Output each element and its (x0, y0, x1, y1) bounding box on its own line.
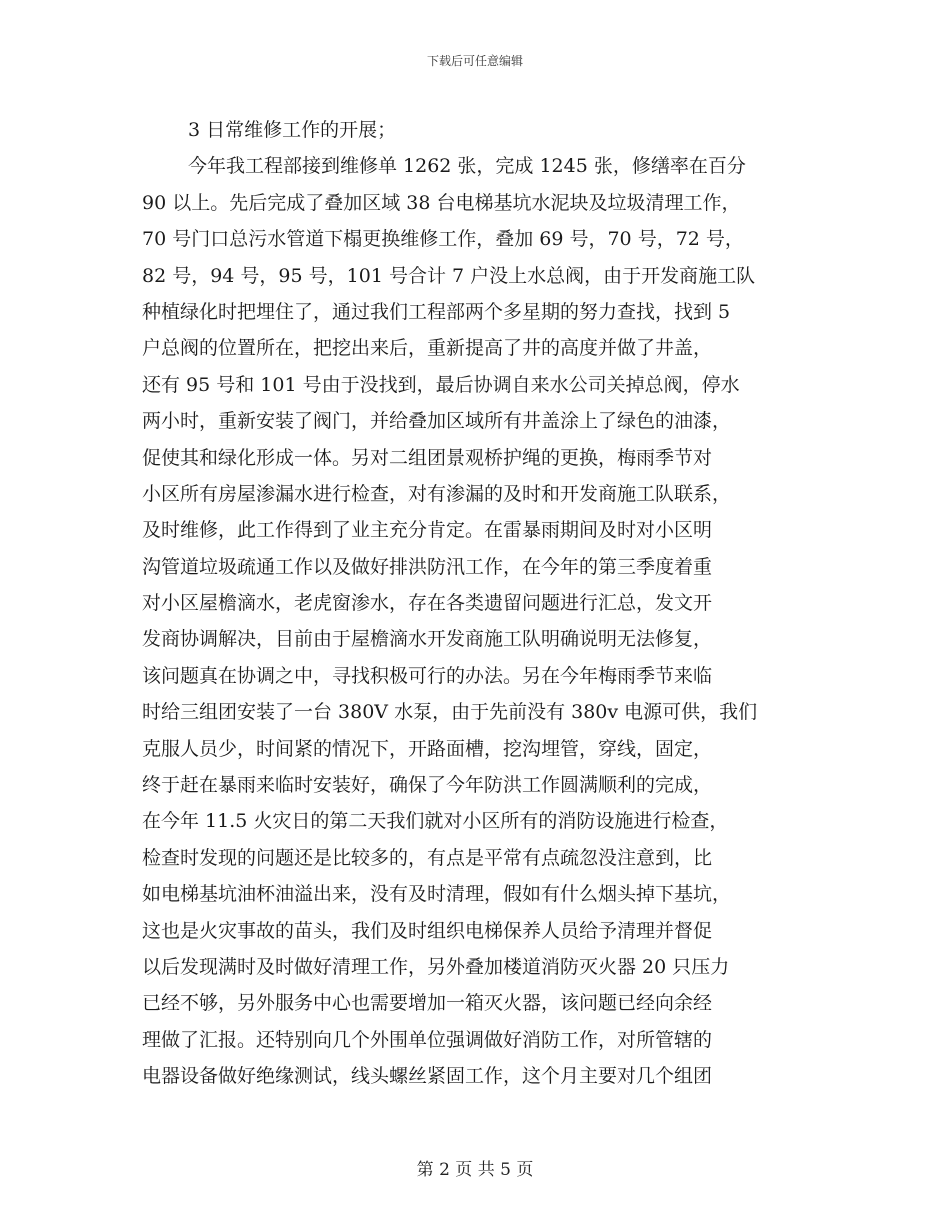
paragraph-line: 82 号，94 号，95 号，101 号合计 7 户没上水总阀，由于开发商施工队 (142, 264, 756, 287)
paragraph-line: 以后发现满时及时做好清理工作，另外叠加楼道消防灭火器 20 只压力 (142, 955, 730, 978)
paragraph-line: 该问题真在协调之中，寻找积极可行的办法。另在今年梅雨季节来临 (142, 664, 713, 687)
page-number-footer: 第 2 页 共 5 页 (416, 1160, 534, 1180)
paragraph-line: 还有 95 号和 101 号由于没找到，最后协调自来水公司关掉总阀，停水 (142, 373, 740, 396)
paragraph-line: 70 号门口总污水管道下榻更换维修工作，叠加 69 号，70 号，72 号， (142, 228, 744, 251)
paragraph-line: 检查时发现的问题还是比较多的，有点是平常有点疏忽没注意到，比 (142, 846, 713, 869)
paragraph-line: 90 以上。先后完成了叠加区域 38 台电梯基坑水泥块及垃圾清理工作， (142, 191, 741, 214)
paragraph-line: 促使其和绿化形成一体。另对二组团景观桥护绳的更换，梅雨季节对 (142, 446, 713, 469)
paragraph-line: 终于赶在暴雨来临时安装好，确保了今年防洪工作圆满顺利的完成， (142, 774, 713, 797)
paragraph-line: 户总阀的位置所在，把挖出来后，重新提高了井的高度并做了井盖， (142, 337, 713, 360)
paragraph-line: 克服人员少，时间紧的情况下，开路面槽，挖沟埋管，穿线，固定， (142, 737, 713, 760)
paragraph-line: 如电梯基坑油杯油溢出来，没有及时清理，假如有什么烟头掉下基坑， (142, 883, 732, 906)
paragraph-line: 在今年 11.5 火灾日的第二天我们就对小区所有的消防设施进行检查， (142, 810, 729, 833)
paragraph-line: 发商协调解决，目前由于屋檐滴水开发商施工队明确说明无法修复， (142, 628, 713, 651)
paragraph-line: 这也是火灾事故的苗头，我们及时组织电梯保养人员给予清理并督促 (142, 919, 713, 942)
paragraph-line: 对小区屋檐滴水，老虎窗渗水，存在各类遗留问题进行汇总，发文开 (142, 592, 713, 615)
paragraph-line: 小区所有房屋渗漏水进行检查，对有渗漏的及时和开发商施工队联系， (142, 482, 732, 505)
paragraph-line: 及时维修，此工作得到了业主充分肯定。在雷暴雨期间及时对小区明 (142, 519, 713, 542)
document-body (142, 112, 822, 1095)
paragraph-line: 理做了汇报。还特别向几个外围单位强调做好消防工作，对所管辖的 (142, 1028, 713, 1051)
paragraph-line: 已经不够，另外服务中心也需要增加一箱灭火器，该问题已经向余经 (142, 992, 713, 1015)
paragraph-line: 时给三组团安装了一台 380V 水泵，由于先前没有 380v 电源可供，我们 (142, 701, 758, 724)
paragraph-line: 两小时，重新安装了阀门，并给叠加区域所有井盖涂上了绿色的油漆， (142, 410, 732, 433)
paragraph-line: 电器设备做好绝缘测试，线头螺丝紧固工作，这个月主要对几个组团 (142, 1065, 713, 1088)
paragraph-line: 种植绿化时把埋住了，通过我们工程部两个多星期的努力查找，找到 5 (142, 300, 731, 323)
page-header: 下载后可任意编辑 (426, 54, 523, 68)
paragraph-line: 今年我工程部接到维修单 1262 张，完成 1245 张，修缮率在百分 (188, 155, 746, 178)
paragraph-line: 沟管道垃圾疏通工作以及做好排洪防汛工作，在今年的第三季度着重 (142, 555, 713, 578)
section-heading: 3 日常维修工作的开展； (188, 119, 397, 141)
